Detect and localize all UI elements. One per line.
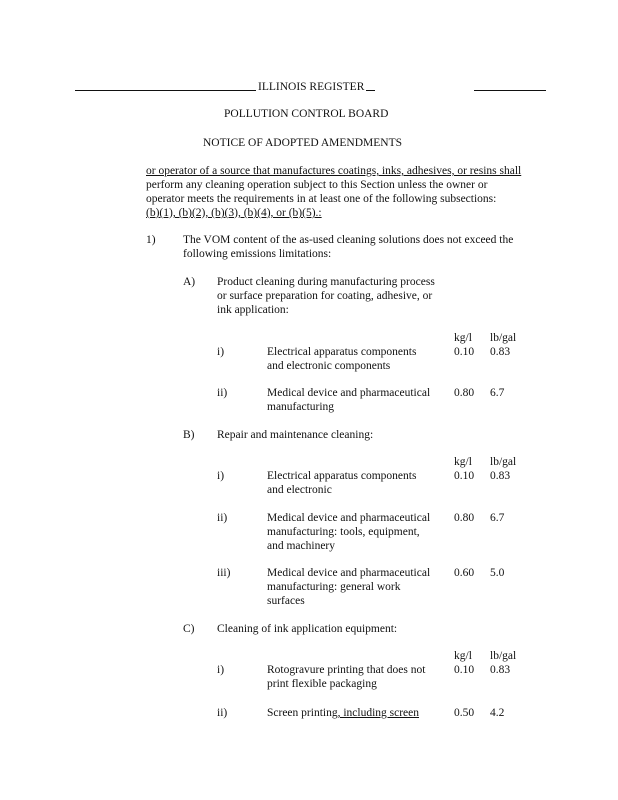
section-b-row-3-line-2: manufacturing: general work [267, 581, 401, 593]
notice-title: NOTICE OF ADOPTED AMENDMENTS [203, 137, 403, 149]
section-a-row-1-line-2: and electronic components [267, 360, 391, 372]
section-b-row-1-lb: 0.83 [490, 470, 511, 482]
section-b-row-2-line-2: manufacturing: tools, equipment, [267, 526, 420, 538]
section-c-row-2-kg: 0.50 [454, 707, 475, 719]
section-c-unit-kg: kg/l [454, 650, 472, 662]
section-c-row-2-text: Screen printing, including screen [267, 707, 420, 719]
section-c-row-1-lb: 0.83 [490, 664, 511, 676]
section-b-row-2-lb: 6.7 [490, 512, 505, 524]
intro-line-2: perform any cleaning operation subject to this Section unless the owner or [146, 179, 488, 191]
section-c-row-1-number: i) [217, 664, 225, 676]
item-1-line-1: The VOM content of the as-used cleaning solutions does not exceed the [183, 234, 514, 246]
header-rule-right [474, 90, 546, 91]
section-b-row-3-kg: 0.60 [454, 567, 475, 579]
intro-line-3: operator meets the requirements in at least one of the following subsections: [146, 193, 497, 205]
section-c-row-2-number: ii) [217, 707, 228, 719]
section-a-line-3: ink application: [217, 304, 289, 316]
section-c-row-1-line-1: Rotogravure printing that does not [267, 664, 426, 676]
section-a-row-2-line-2: manufacturing [267, 401, 335, 413]
section-a-row-1-lb: 0.83 [490, 346, 511, 358]
section-b-row-1-number: i) [217, 470, 225, 482]
section-a-row-2-number: ii) [217, 387, 228, 399]
section-b-unit-lb: lb/gal [490, 456, 517, 468]
section-a-unit-lb: lb/gal [490, 332, 517, 344]
section-c-unit-lb: lb/gal [490, 650, 517, 662]
board-title: POLLUTION CONTROL BOARD [224, 108, 389, 120]
intro-line-4: (b)(1), (b)(2), (b)(3), (b)(4), or (b)(5).: [146, 207, 322, 219]
section-a-unit-kg: kg/l [454, 332, 472, 344]
section-c-row-1-line-2: print flexible packaging [267, 678, 377, 690]
section-b-row-1-line-2: and electronic [267, 484, 332, 496]
section-b-title: Repair and maintenance cleaning: [217, 429, 374, 441]
section-c-title: Cleaning of ink application equipment: [217, 623, 398, 635]
section-a-row-1-kg: 0.10 [454, 346, 475, 358]
section-b-row-2-line-1: Medical device and pharmaceutical [267, 512, 431, 524]
section-b-row-3-line-1: Medical device and pharmaceutical [267, 567, 431, 579]
section-a-row-2-line-1: Medical device and pharmaceutical [267, 387, 431, 399]
register-title: ILLINOIS REGISTER [258, 81, 365, 93]
item-1-number: 1) [146, 234, 156, 246]
section-a-row-1-line-1: Electrical apparatus components [267, 346, 417, 358]
section-a-row-2-lb: 6.7 [490, 387, 505, 399]
item-1-line-2: following emissions limitations: [183, 248, 332, 260]
section-b-label: B) [183, 429, 195, 441]
section-b-row-2-number: ii) [217, 512, 228, 524]
section-c-row-2-line-1 [267, 706, 419, 720]
section-b-row-1-kg: 0.10 [454, 470, 475, 482]
intro-line-1: or operator of a source that manufactures coatings, inks, adhesives, or resins shall [146, 165, 522, 177]
section-b-row-2-line-3: and machinery [267, 540, 336, 552]
section-b-row-2-kg: 0.80 [454, 512, 475, 524]
section-b-row-3-line-3: surfaces [267, 595, 305, 607]
section-a-line-2: or surface preparation for coating, adhesive, or [217, 290, 433, 302]
section-a-row-1-number: i) [217, 346, 225, 358]
section-c-label: C) [183, 623, 195, 635]
section-a-label: A) [183, 276, 196, 288]
section-c-row-1-kg: 0.10 [454, 664, 475, 676]
section-b-unit-kg: kg/l [454, 456, 472, 468]
section-b-row-3-number: iii) [217, 567, 231, 579]
section-b-row-1-line-1: Electrical apparatus components [267, 470, 417, 482]
section-b-row-3-lb: 5.0 [490, 567, 505, 579]
section-c-row-2-lb: 4.2 [490, 707, 505, 719]
section-a-row-2-kg: 0.80 [454, 387, 475, 399]
section-a-line-1: Product cleaning during manufacturing process [217, 276, 435, 288]
